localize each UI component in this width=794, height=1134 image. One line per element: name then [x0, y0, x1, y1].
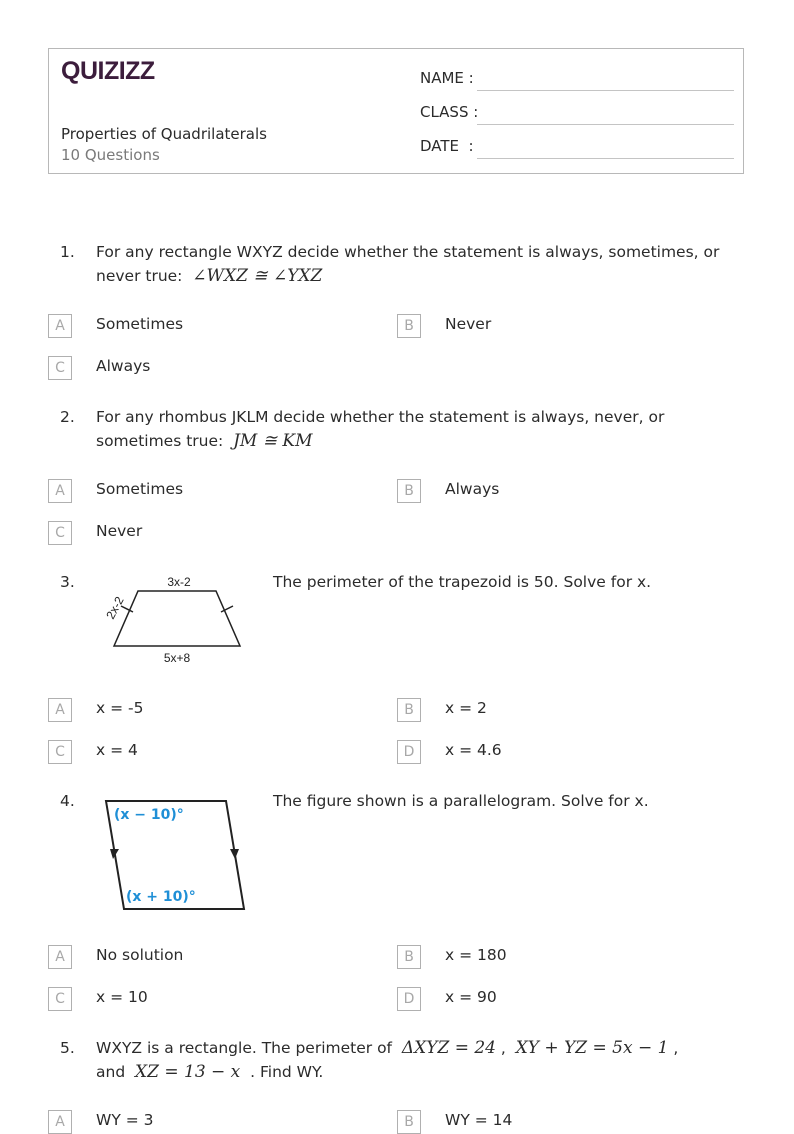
option-text: Sometimes — [96, 480, 184, 498]
worksheet-header — [48, 48, 744, 174]
question-math: ΔXYZ = 24 — [401, 1038, 496, 1058]
trapezoid-figure — [92, 570, 252, 670]
option-text: x = 180 — [445, 946, 507, 964]
question-number: 1. — [60, 243, 75, 261]
option-letter: A — [48, 698, 72, 722]
question-prompt: For any rhombus JKLM decide whether the statement is always, never, or sometimes true: — [96, 408, 665, 450]
class-field[interactable] — [420, 103, 734, 125]
question-number: 4. — [60, 792, 75, 810]
option-letter: D — [397, 740, 421, 764]
option-letter: C — [48, 356, 72, 380]
option-text: No solution — [96, 946, 184, 964]
question-math: ∠WXZ ≅ ∠YXZ — [192, 266, 323, 286]
option-text: Never — [445, 315, 492, 333]
question-prompt: . Find WY. — [250, 1063, 324, 1081]
question-text — [96, 240, 736, 288]
question-count: 10 Questions — [61, 146, 160, 164]
option-letter: A — [48, 1110, 72, 1134]
trapezoid-shape — [114, 591, 240, 646]
date-label: DATE : — [420, 137, 474, 155]
date-field[interactable] — [420, 137, 734, 159]
option-text: Always — [445, 480, 500, 498]
question-number: 3. — [60, 573, 75, 591]
date-line[interactable] — [477, 158, 734, 159]
option-text: x = 4.6 — [445, 741, 502, 759]
option-text: Never — [96, 522, 143, 540]
question-prompt: The figure shown is a parallelogram. Solve for x. — [273, 792, 649, 810]
quizizz-logo: QUIZIZZ — [61, 57, 155, 85]
option-text: x = 2 — [445, 699, 487, 717]
question-prompt: The perimeter of the trapezoid is 50. Solve for x. — [273, 573, 652, 591]
option-text: Always — [96, 357, 151, 375]
question-prompt: and — [96, 1063, 126, 1081]
label-left: 2x-2 — [103, 594, 127, 622]
option-letter: C — [48, 987, 72, 1011]
option-text: WY = 14 — [445, 1111, 513, 1129]
question-math: XZ = 13 − x — [135, 1062, 241, 1082]
option-letter: B — [397, 698, 421, 722]
option-letter: B — [397, 945, 421, 969]
name-label: NAME : — [420, 69, 474, 87]
option-letter: B — [397, 479, 421, 503]
class-label: CLASS : — [420, 103, 479, 121]
option-letter: D — [397, 987, 421, 1011]
class-line[interactable] — [477, 124, 734, 125]
label-bottom: 5x+8 — [163, 651, 191, 665]
option-text: WY = 3 — [96, 1111, 154, 1129]
name-field[interactable] — [420, 69, 734, 91]
question-text — [96, 405, 736, 453]
parallelogram-figure — [98, 795, 254, 915]
option-text: x = -5 — [96, 699, 144, 717]
question-number: 2. — [60, 408, 75, 426]
option-text: x = 10 — [96, 988, 148, 1006]
option-letter: A — [48, 945, 72, 969]
question-math: JM ≅ KM — [233, 431, 313, 451]
option-text: x = 90 — [445, 988, 497, 1006]
question-text: WXYZ is a rectangle. The perimeter of ΔXYZ = 24 , XY + YZ = 5x − 1 , and XZ = 13 − x . Find WY. — [96, 1038, 679, 1082]
name-line[interactable] — [477, 90, 734, 91]
label-top: 3x-2 — [167, 575, 191, 589]
question-prompt: WXYZ is a rectangle. The perimeter of — [96, 1039, 393, 1057]
option-text: x = 4 — [96, 741, 138, 759]
option-letter: C — [48, 521, 72, 545]
question-prompt: For any rectangle WXYZ decide whether the statement is always, sometimes, or never true: — [96, 243, 720, 285]
option-letter: B — [397, 314, 421, 338]
question-math: XY + YZ = 5x − 1 — [515, 1038, 669, 1058]
option-text: Sometimes — [96, 315, 184, 333]
angle-label-top: (x − 10)° — [114, 807, 184, 823]
option-letter: A — [48, 314, 72, 338]
arrow-right-icon — [230, 849, 239, 859]
option-letter: B — [397, 1110, 421, 1134]
option-letter: A — [48, 479, 72, 503]
worksheet-title: Properties of Quadrilaterals — [61, 125, 267, 143]
option-letter: C — [48, 740, 72, 764]
question-number: 5. — [60, 1039, 75, 1057]
angle-label-bottom: (x + 10)° — [126, 889, 196, 905]
